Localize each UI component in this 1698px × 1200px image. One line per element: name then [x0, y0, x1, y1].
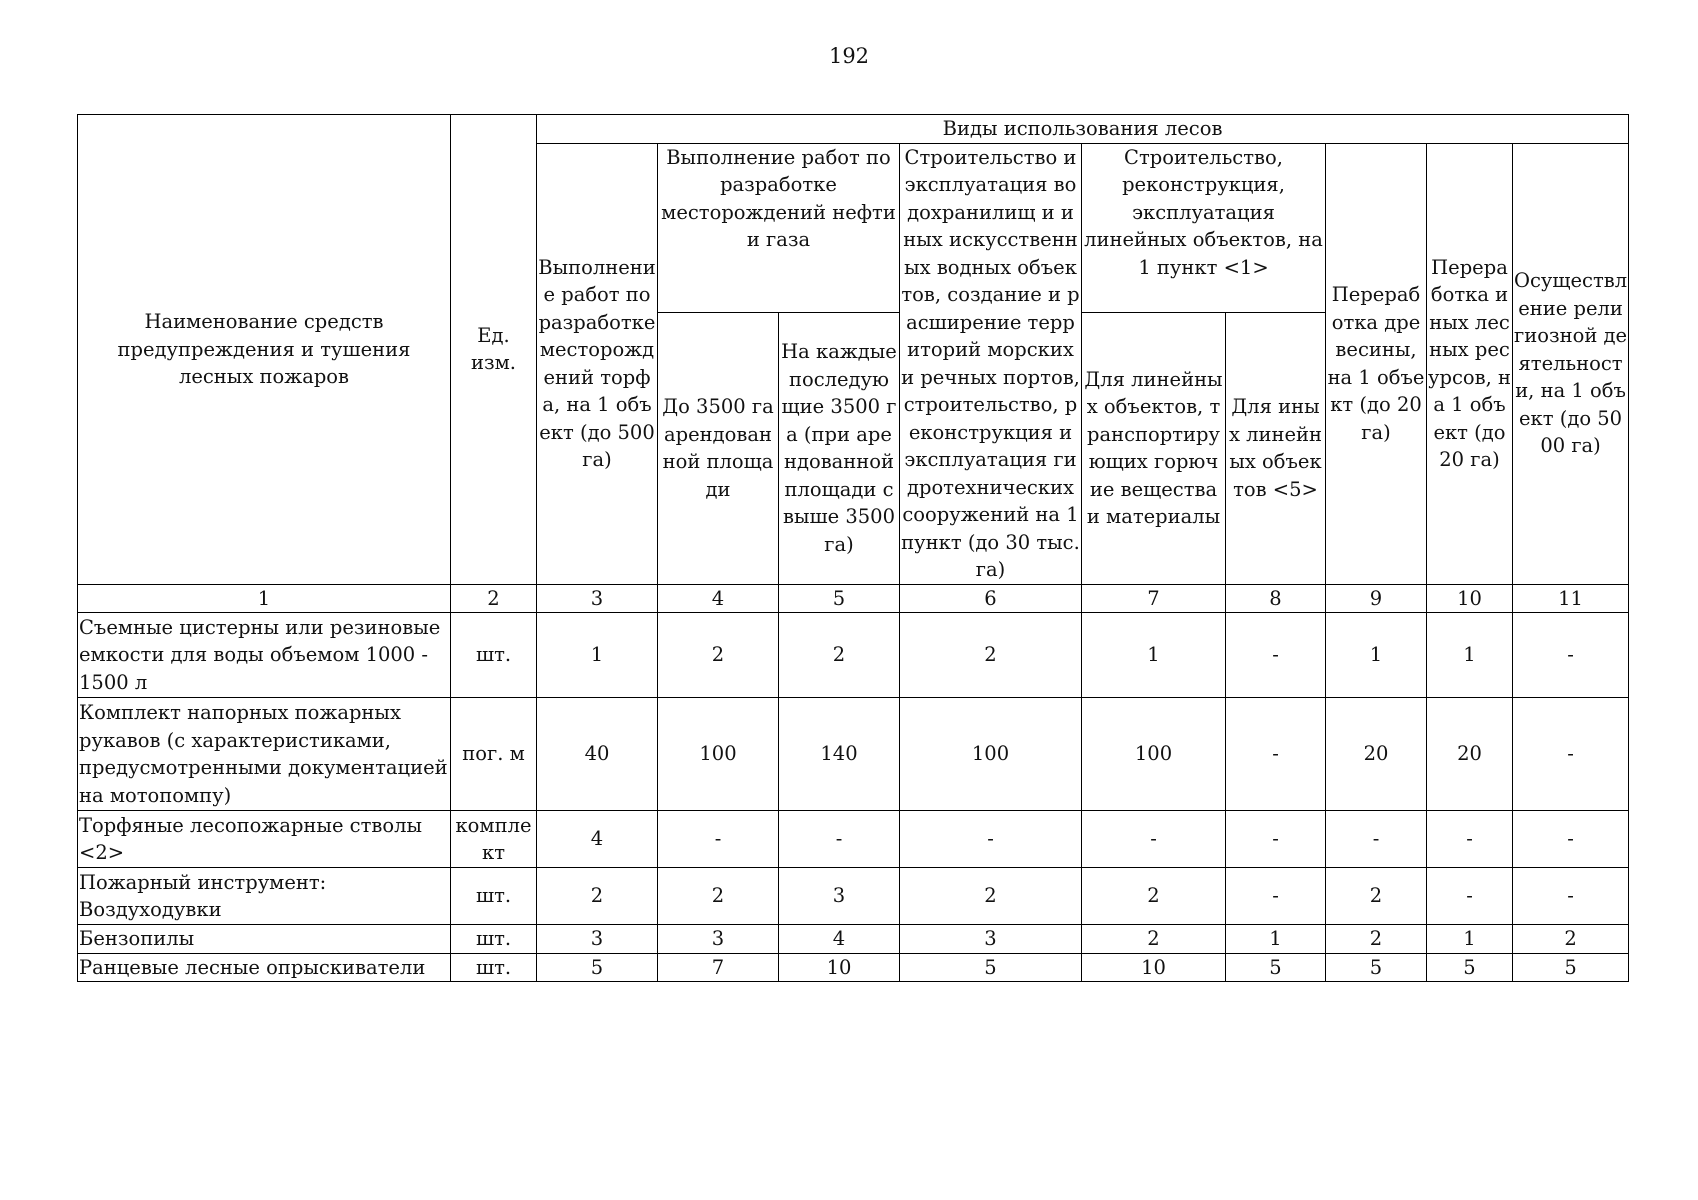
table-cell: 2 — [537, 868, 658, 925]
table-cell: 2 — [1326, 925, 1427, 954]
table-cell: 2 — [1326, 868, 1427, 925]
row-name: Торфяные лесопожарные стволы <2> — [78, 811, 451, 868]
row-name: Пожарный инструмент: Воздуходувки — [78, 868, 451, 925]
table-cell: 5 — [1513, 953, 1629, 982]
row-name: Ранцевые лесные опрыскиватели — [78, 953, 451, 982]
header-other-resources: Переработка иных лесных ресурсов, на 1 объект (до 20 га) — [1427, 143, 1513, 584]
table-cell: - — [1226, 613, 1326, 698]
row-name: Бензопилы — [78, 925, 451, 954]
table-cell: 1 — [1082, 613, 1226, 698]
table-cell: 7 — [658, 953, 779, 982]
table-cell: 40 — [537, 698, 658, 811]
table-cell: 1 — [1226, 925, 1326, 954]
table-row — [78, 811, 1629, 868]
row-unit: пог. м — [451, 698, 537, 811]
column-number-row — [78, 584, 1629, 613]
column-number: 4 — [658, 584, 779, 613]
column-number: 6 — [900, 584, 1082, 613]
table-row — [78, 698, 1629, 811]
table-row — [78, 613, 1629, 698]
table-cell: 140 — [779, 698, 900, 811]
table-cell: - — [1513, 811, 1629, 868]
table-cell: - — [1082, 811, 1226, 868]
table-cell: 2 — [1513, 925, 1629, 954]
table-cell: - — [1226, 811, 1326, 868]
row-unit: шт. — [451, 953, 537, 982]
table-cell: 5 — [1226, 953, 1326, 982]
table-header — [78, 115, 1629, 585]
table-cell: - — [1326, 811, 1427, 868]
table-cell: 10 — [779, 953, 900, 982]
header-oil-gas-next: На каждые последующие 3500 га (при арендованной площади свыше 3500 га) — [779, 313, 900, 584]
table-cell: 1 — [537, 613, 658, 698]
header-religious: Осуществление религиозной деятельности, на 1 объект (до 5000 га) — [1513, 143, 1629, 584]
table-cell: 10 — [1082, 953, 1226, 982]
header-peat: Выполнение работ по разработке месторождений торфа, на 1 объект (до 500 га) — [537, 143, 658, 584]
table-cell: - — [1226, 698, 1326, 811]
table-cell: 100 — [658, 698, 779, 811]
table-cell: 3 — [537, 925, 658, 954]
table-cell: 2 — [1082, 925, 1226, 954]
header-name: Наименование средств предупреждения и тушения лесных пожаров — [78, 115, 451, 585]
header-linear-other: Для иных линейных объектов <5> — [1226, 313, 1326, 584]
row-unit: шт. — [451, 925, 537, 954]
column-number: 2 — [451, 584, 537, 613]
table-cell: - — [1513, 868, 1629, 925]
column-number: 5 — [779, 584, 900, 613]
row-name: Комплект напорных пожарных рукавов (с характеристиками, предусмотренными документацией на мотопомпу) — [78, 698, 451, 811]
row-unit: шт. — [451, 868, 537, 925]
table-cell: 5 — [537, 953, 658, 982]
table-cell: 3 — [779, 868, 900, 925]
table-cell: 1 — [1427, 613, 1513, 698]
header-oil-gas: Выполнение работ по разработке месторождений нефти и газа — [658, 143, 900, 313]
row-unit: шт. — [451, 613, 537, 698]
table-cell: 3 — [900, 925, 1082, 954]
header-oil-gas-first: До 3500 га арендованной площади — [658, 313, 779, 584]
row-unit: комплект — [451, 811, 537, 868]
table-cell: 3 — [658, 925, 779, 954]
table-cell: 2 — [658, 868, 779, 925]
table-row — [78, 953, 1629, 982]
column-number: 9 — [1326, 584, 1427, 613]
table-cell: 2 — [900, 868, 1082, 925]
column-number: 7 — [1082, 584, 1226, 613]
table-cell: 2 — [1082, 868, 1226, 925]
table-cell: 2 — [658, 613, 779, 698]
table-cell: 20 — [1427, 698, 1513, 811]
row-name: Съемные цистерны или резиновые емкости для воды объемом 1000 - 1500 л — [78, 613, 451, 698]
column-number: 3 — [537, 584, 658, 613]
table-row — [78, 868, 1629, 925]
header-forest-use-group: Виды использования лесов — [537, 115, 1629, 144]
table-cell: 20 — [1326, 698, 1427, 811]
table-cell: 1 — [1427, 925, 1513, 954]
table-cell: - — [1513, 613, 1629, 698]
column-number: 11 — [1513, 584, 1629, 613]
page-number: 192 — [828, 44, 870, 68]
table-cell: 4 — [537, 811, 658, 868]
table-cell: - — [779, 811, 900, 868]
header-linear-hazard: Для линейных объектов, транспортирующих горючие вещества и материалы — [1082, 313, 1226, 584]
table-cell: 100 — [900, 698, 1082, 811]
table-cell: - — [1427, 868, 1513, 925]
table-cell: 1 — [1326, 613, 1427, 698]
column-number: 10 — [1427, 584, 1513, 613]
table-cell: - — [1427, 811, 1513, 868]
column-number: 8 — [1226, 584, 1326, 613]
table-cell: 2 — [779, 613, 900, 698]
table-cell: 2 — [900, 613, 1082, 698]
table-cell: 100 — [1082, 698, 1226, 811]
header-unit: Ед. изм. — [451, 115, 537, 585]
table-cell: - — [658, 811, 779, 868]
table-row — [78, 925, 1629, 954]
table-body — [78, 584, 1629, 982]
header-reservoirs: Строительство и эксплуатация водохранилищ и иных искусственных водных объектов, создание и расширение территорий морских и речных портов, строительство, реконструкция и эксплуатация гидротехнических сооружений на 1 пункт (до 30 тыс. га) — [900, 143, 1082, 584]
column-number: 1 — [78, 584, 451, 613]
table-cell: 5 — [1427, 953, 1513, 982]
fire-equipment-table — [77, 114, 1629, 982]
table-cell: 4 — [779, 925, 900, 954]
table-cell: - — [1513, 698, 1629, 811]
header-linear-objects: Строительство, реконструкция, эксплуатация линейных объектов, на 1 пункт <1> — [1082, 143, 1326, 313]
table-cell: 5 — [1326, 953, 1427, 982]
table-cell: - — [900, 811, 1082, 868]
header-wood-processing: Переработка древесины, на 1 объект (до 20 га) — [1326, 143, 1427, 584]
table-cell: - — [1226, 868, 1326, 925]
table-cell: 5 — [900, 953, 1082, 982]
